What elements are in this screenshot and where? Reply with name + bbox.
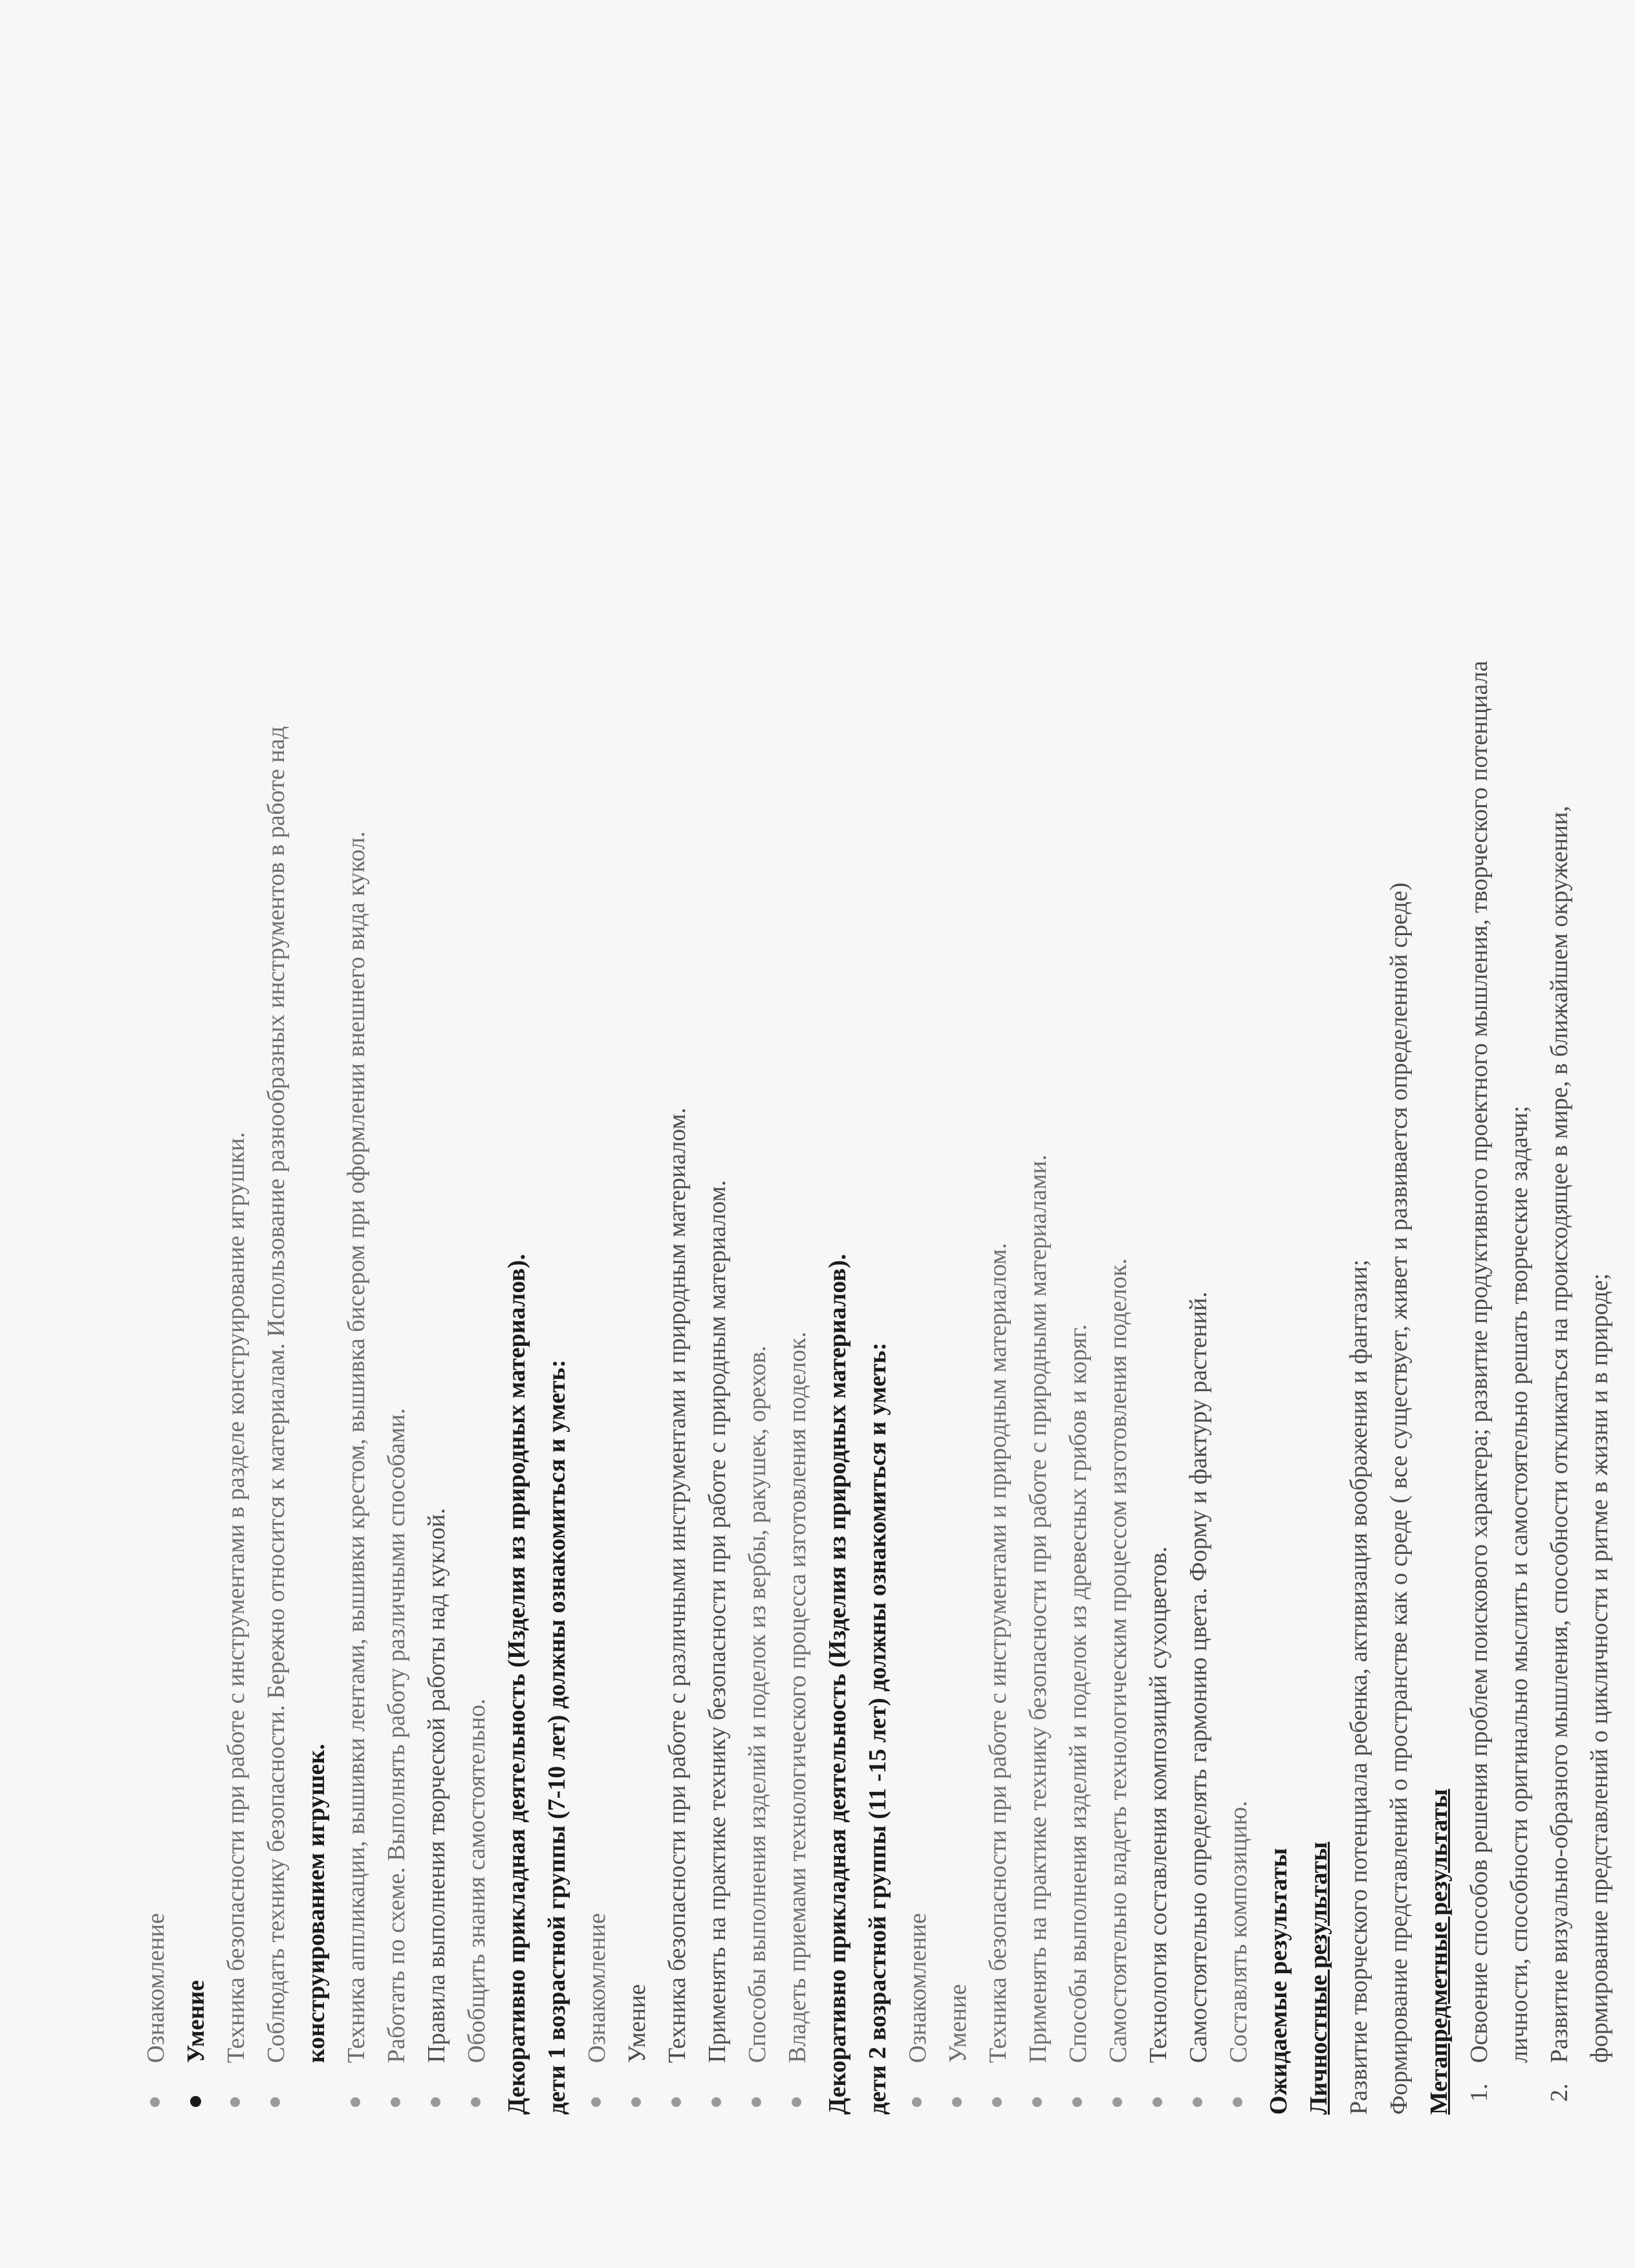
meta-item-2-line-1: Развитие визуально-образного мышления, способности откликаться на происходящее в мире, в ближайшем окружении, (1546, 806, 1573, 2063)
list-item-text: Правила выполнения творческой работы над куклой. (423, 1507, 450, 2063)
meta-item-2-number: 2. (1546, 2083, 1573, 2102)
list-item-text: Умение (944, 1983, 971, 2063)
personal-result-line-1: Развитие творческого потенциала ребенка, активизация воображения и фантазии; (1345, 1259, 1372, 2115)
list-item (898, 97, 938, 2115)
bullet-icon (1153, 2097, 1162, 2107)
bullet-icon (351, 2097, 360, 2107)
list-item-text: Составлять композицию. (1225, 1800, 1252, 2063)
bullet-icon (391, 2097, 400, 2107)
section-2-heading: Декоративно прикладная деятельность (Изделия из природных материалов). (503, 1253, 530, 2115)
list-item-text: Ознакомление (142, 1913, 169, 2063)
section-2-subheading: дети 1 возрастной группы (7-10 лет) должны ознакомиться и уметь: (543, 1359, 570, 2115)
list-item-text: Самостоятельно определять гармонию цвета. Форму и фактуру растений. (1185, 1291, 1212, 2063)
list-item (1058, 97, 1098, 2115)
section-3-heading: Декоративно прикладная деятельность (Изделия из природных материалов). (824, 1253, 851, 2115)
meta-item-1-line-1: Освоение способов решения проблем поискового характера; развитие продуктивного проектного мышления, творческого потенциала (1466, 660, 1493, 2063)
list-item (1018, 97, 1058, 2115)
meta-item-1-number: 1. (1466, 2083, 1493, 2102)
bullet-icon (1032, 2097, 1042, 2107)
meta-item-2 (1539, 97, 1579, 2115)
list-item-text: Владеть приемами технологического процесса изготовления поделок. (784, 1332, 811, 2063)
list-item (417, 97, 457, 2115)
list-item-text: Самостоятельно владеть технологическим процессом изготовления поделок. (1105, 1258, 1132, 2063)
bullet-icon (992, 2097, 1002, 2107)
bullet-icon (752, 2097, 761, 2107)
list-item-text: Способы выполнения изделий и поделок из вербы, ракушек, орехов. (744, 1345, 771, 2063)
list-item-text: Применять на практике технику безопасности при работе с природными материалами. (1024, 1154, 1052, 2063)
section-2-list (577, 97, 817, 2115)
bullet-icon (230, 2097, 240, 2107)
bullet-icon (631, 2097, 641, 2107)
bullet-icon (1072, 2097, 1082, 2107)
bullet-icon (711, 2097, 721, 2107)
list-item (216, 97, 256, 2115)
results-heading: Ожидаемые результаты (1265, 1848, 1292, 2115)
list-item-text: Технология составления композиций сухоцветов. (1145, 1546, 1172, 2063)
list-item-text: Работать по схеме. Выполнять работу различными способами. (383, 1408, 410, 2063)
list-item-text: Умение (182, 1980, 210, 2063)
bullet-icon (912, 2097, 922, 2107)
list-item-text: Соблюдать технику безопасности. Бережно относится к материалам. Использование разнообразных инструментов в работе над (263, 726, 290, 2063)
list-item (336, 97, 376, 2115)
bullet-icon (270, 2097, 280, 2107)
meta-item-1 (1459, 97, 1499, 2115)
list-item (777, 97, 817, 2115)
section-1-list (136, 97, 296, 2115)
list-item (737, 97, 777, 2115)
list-item (1218, 97, 1259, 2115)
list-item (1178, 97, 1218, 2115)
list-item (577, 97, 617, 2115)
list-item (376, 97, 417, 2115)
bullet-icon (952, 2097, 962, 2107)
list-item-text: Ознакомление (904, 1913, 931, 2063)
list-item (978, 97, 1018, 2115)
list-item-text: Умение (623, 1983, 651, 2063)
meta-item-2-line-2: формирование представлений о цикличности и ритме в жизни и в природе; (1586, 1273, 1613, 2063)
bullet-icon (1233, 2097, 1242, 2107)
list-item (617, 97, 657, 2115)
continuation-line: конструированием игрушек. (303, 1744, 330, 2063)
list-item-text: Техника аппликации, вышивки лентами, вышивки крестом, вышивка бисером при оформлении внешнего вида кукол. (343, 831, 370, 2063)
bullet-icon (1112, 2097, 1122, 2107)
personal-result-line-2: Формирование представлений о пространстве как о среде ( все существует, живет и развивается определенной среде) (1385, 882, 1413, 2115)
list-item (1098, 97, 1138, 2115)
section-3-list (898, 97, 1259, 2115)
list-item (136, 97, 176, 2115)
bullet-icon (1193, 2097, 1202, 2107)
bullet-icon (431, 2097, 440, 2107)
bullet-icon (671, 2097, 681, 2107)
bullet-icon (471, 2097, 481, 2107)
personal-results-heading: Личностные результаты (1305, 1842, 1332, 2115)
list-item (697, 97, 737, 2115)
bullet-icon (190, 2096, 201, 2107)
section-1-list-2 (336, 97, 497, 2115)
list-item-text: Ознакомление (583, 1913, 611, 2063)
list-item (256, 97, 296, 2115)
list-item (457, 97, 497, 2115)
bullet-icon (150, 2097, 160, 2107)
list-item (657, 97, 697, 2115)
bullet-icon (591, 2097, 601, 2107)
list-item-text: Техника безопасности при работе с инструментами и природным материалом. (984, 1242, 1012, 2063)
list-item (176, 97, 216, 2115)
list-item (938, 97, 978, 2115)
list-item-text: Обобщить знания самостоятельно. (463, 1698, 490, 2063)
list-item-text: Применять на практике технику безопасности при работе с природным материалом. (704, 1180, 731, 2063)
list-item (1138, 97, 1178, 2115)
list-item-text: Техника безопасности при работе с различными инструментами и природным материалом. (664, 1107, 691, 2063)
rotated-document (136, 97, 1619, 2115)
bullet-icon (792, 2097, 801, 2107)
section-3-subheading: дети 2 возрастной группы (11 -15 лет) должны ознакомиться и уметь: (864, 1342, 891, 2115)
meta-results-heading: Метапредметные результаты (1425, 1789, 1453, 2115)
meta-item-1-line-2: личности, способности оригинально мыслить и самостоятельно решать творческие задачи; (1506, 1105, 1533, 2063)
list-item-text: Техника безопасности при работе с инструментами в разделе конструирование игрушки. (222, 1132, 250, 2063)
list-item-text: Способы выполнения изделий и поделок из древесных грибов и коряг. (1065, 1324, 1092, 2063)
